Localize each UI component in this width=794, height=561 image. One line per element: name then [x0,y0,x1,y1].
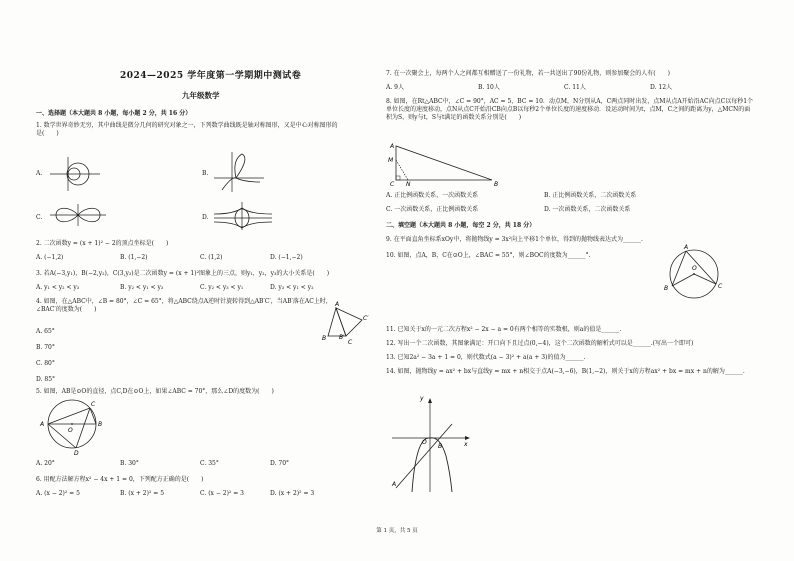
q3-option-a: A. y₁ < y₂ < y₃ [36,284,80,291]
q5-option-b: B. 30° [120,460,139,467]
q2-option-a: A. (−1,2) [36,254,64,261]
q6-stem: 6. 用配方法解方程x² − 4x + 1 = 0，下列配方正确的是( ) [36,476,204,483]
q6-option-a: A. (x − 2)² = 5 [36,490,80,497]
q10-label-b: B [664,285,669,292]
q3-option-d: D. y₃ < y₁ < y₂ [270,284,314,291]
section1-heading: 一、选择题（本大题共 8 小题，每小题 2 分，共 16 分） [36,110,192,117]
q5-label-o: O [68,427,73,434]
q8-stem: 8. 如图，在Rt△ABC中，∠C = 90°，AC = 5，BC = 10．动点M，N分别从A，C两点同时出发，点M从点A开始沿AC向点C以每秒1个单位长度的速度移动，点N从点C开始沿CB向点B以每秒2个单位长度的速度移动．设运动时间为t，点M，C之间的距离为y，△MCN的面积为S，则y与t，S与t满足的函数关系分别是( ) [386,98,754,121]
q5-option-d: D. 70° [270,460,290,467]
q1-figure-a [50,157,100,191]
q11-stem: 11. 已知关于x的一元二次方程x² − 2x − a = 0有两个相等的实数根，则a的值是______. [386,326,622,333]
q5-label-d: D [74,450,79,457]
q1-option-b: B. [202,170,209,177]
q5-option-a: A. 20° [36,460,55,467]
q8-label-a: A [390,143,395,150]
q2-stem: 2. 二次函数y = (x + 1)² − 2的顶点坐标是( ) [36,240,169,247]
q7-option-c: C. 11人 [564,84,586,91]
q2-option-b: B. (1,−2) [120,254,148,261]
page-footer: 第 1 页，共 5 页 [376,528,418,534]
q4-label-b-prime: B′ [339,334,345,341]
q2-option-d: D. (−1,−2) [270,254,303,261]
q14-label-y: y [420,395,424,402]
q1-option-d: D. [202,214,209,221]
q14-stem: 14. 如图，抛物线y = ax² + bx与直线y = mx + n相交于点A(−3,−6)，B(1,−2)，则关于x的方程ax² + bx = mx + n的解为______. [386,368,745,375]
q3-option-c: C. y₂ < y₃ < y₁ [200,284,244,291]
q5-stem: 5. 如图，AB是⊙O的直径，点C,D在⊙O上，如果∠ABC = 70°，那么∠D的度数为( ) [36,388,274,395]
q3-option-b: B. y₂ < y₁ < y₃ [120,284,164,291]
q6-option-b: B. (x + 2)² = 5 [120,490,165,497]
q14-graph-figure [390,396,470,492]
q8-option-c: C. 一次函数关系，正比例函数关系 [386,206,479,213]
q1-figure-c [50,204,106,226]
q8-label-n: N [406,181,411,188]
q8-triangle-figure [388,144,498,186]
exam-title: 2024—2025 学年度第一学期期中测试卷 [120,71,302,81]
q10-label-c: C [718,283,723,290]
q8-label-b: B [494,181,499,188]
q6-option-c: C. (x − 2)² = 3 [200,490,244,497]
q5-circle-figure [38,398,108,457]
q4-label-b: B [322,335,327,342]
q3-stem: 3. 若A(−3,y₁)，B(−2,y₂)，C(3,y₃)是二次函数y = (x + 1)²图象上的三点，则y₁，y₂，y₃的大小关系是( ) [36,270,330,277]
q7-option-b: B. 10人 [478,84,500,91]
q8-label-c: C [390,181,395,188]
exam-subtitle: 九年级数学 [182,91,220,100]
q10-label-a: A [684,244,689,251]
q14-label-a: A [392,481,397,488]
q13-stem: 13. 已知2a² − 3a + 1 = 0，则代数式(a − 3)² + a(a + 3)的值为______. [386,354,586,361]
q8-option-a: A. 正比例函数关系，一次函数关系 [386,192,479,199]
q10-circle-figure [664,246,724,304]
q1-stem: 1. 数学世界奇妙无穷，其中曲线是微分几何的研究对象之一，下列数学曲线既是轴对称图形，又是中心对称图形的是( ) [36,122,338,137]
q12-stem: 12. 写出一个二次函数，其图象满足：开口向下且过点(0,−4)，这个二次函数的解析式可以是______.(写出一个即可) [386,340,694,347]
q14-label-o: O [422,439,427,446]
q4-option-d: D. 85° [36,376,56,383]
q10-label-o: O [692,265,697,272]
q7-option-a: A. 9人 [386,84,404,91]
q14-label-x: x [464,441,468,448]
q4-triangle-figure [324,302,368,344]
q9-stem: 9. 在平面直角坐标系xOy中，将抛物线y = 3x²向上平移1个单位，得到的抛物线表达式为______. [386,236,643,243]
q8-label-m: M [388,157,394,164]
q4-option-b: B. 70° [36,344,55,351]
q4-option-c: C. 80° [36,360,55,367]
q8-option-d: D. 一次函数关系，二次函数关系 [544,206,631,213]
q8-option-b: B. 正比例函数关系，二次函数关系 [544,192,637,199]
q5-label-b: B [98,421,103,428]
q4-label-c-prime: C′ [363,315,369,322]
q1-option-a: A. [36,170,43,177]
q5-label-a: A [40,421,45,428]
q4-stem: 4. 如图，在△ABC中，∠B = 80°，∠C = 65°，将△ABC绕点A逆时针旋转得到△AB′C′，当AB′落在AC上时，∠BAC′的度数为( ) [36,298,332,313]
q7-option-d: D. 12人 [650,84,673,91]
q4-label-a: A [335,301,340,308]
q4-option-a: A. 65° [36,328,55,335]
q1-figure-b [214,152,264,192]
q1-figure-d [214,202,272,230]
q6-option-d: D. (x + 2)² = 3 [270,490,315,497]
q1-option-c: C. [36,214,43,221]
section2-heading: 二、填空题（本大题共 8 小题，每空 2 分，共 18 分） [386,222,536,229]
q7-stem: 7. 在一次聚会上，每两个人之间都互相赠送了一份礼物，若一共送出了90份礼物，则参加聚会的人有( ) [386,70,670,77]
q4-label-c: C [348,339,353,346]
q5-option-c: C. 35° [200,460,219,467]
q2-option-c: C. (1,2) [200,254,223,261]
q10-stem: 10. 如图，点A，B，C在⊙O上，∠BAC = 55°，则∠BOC的度数为______°. [386,252,591,259]
q14-label-b: B [438,443,443,450]
q5-label-c: C [91,401,96,408]
